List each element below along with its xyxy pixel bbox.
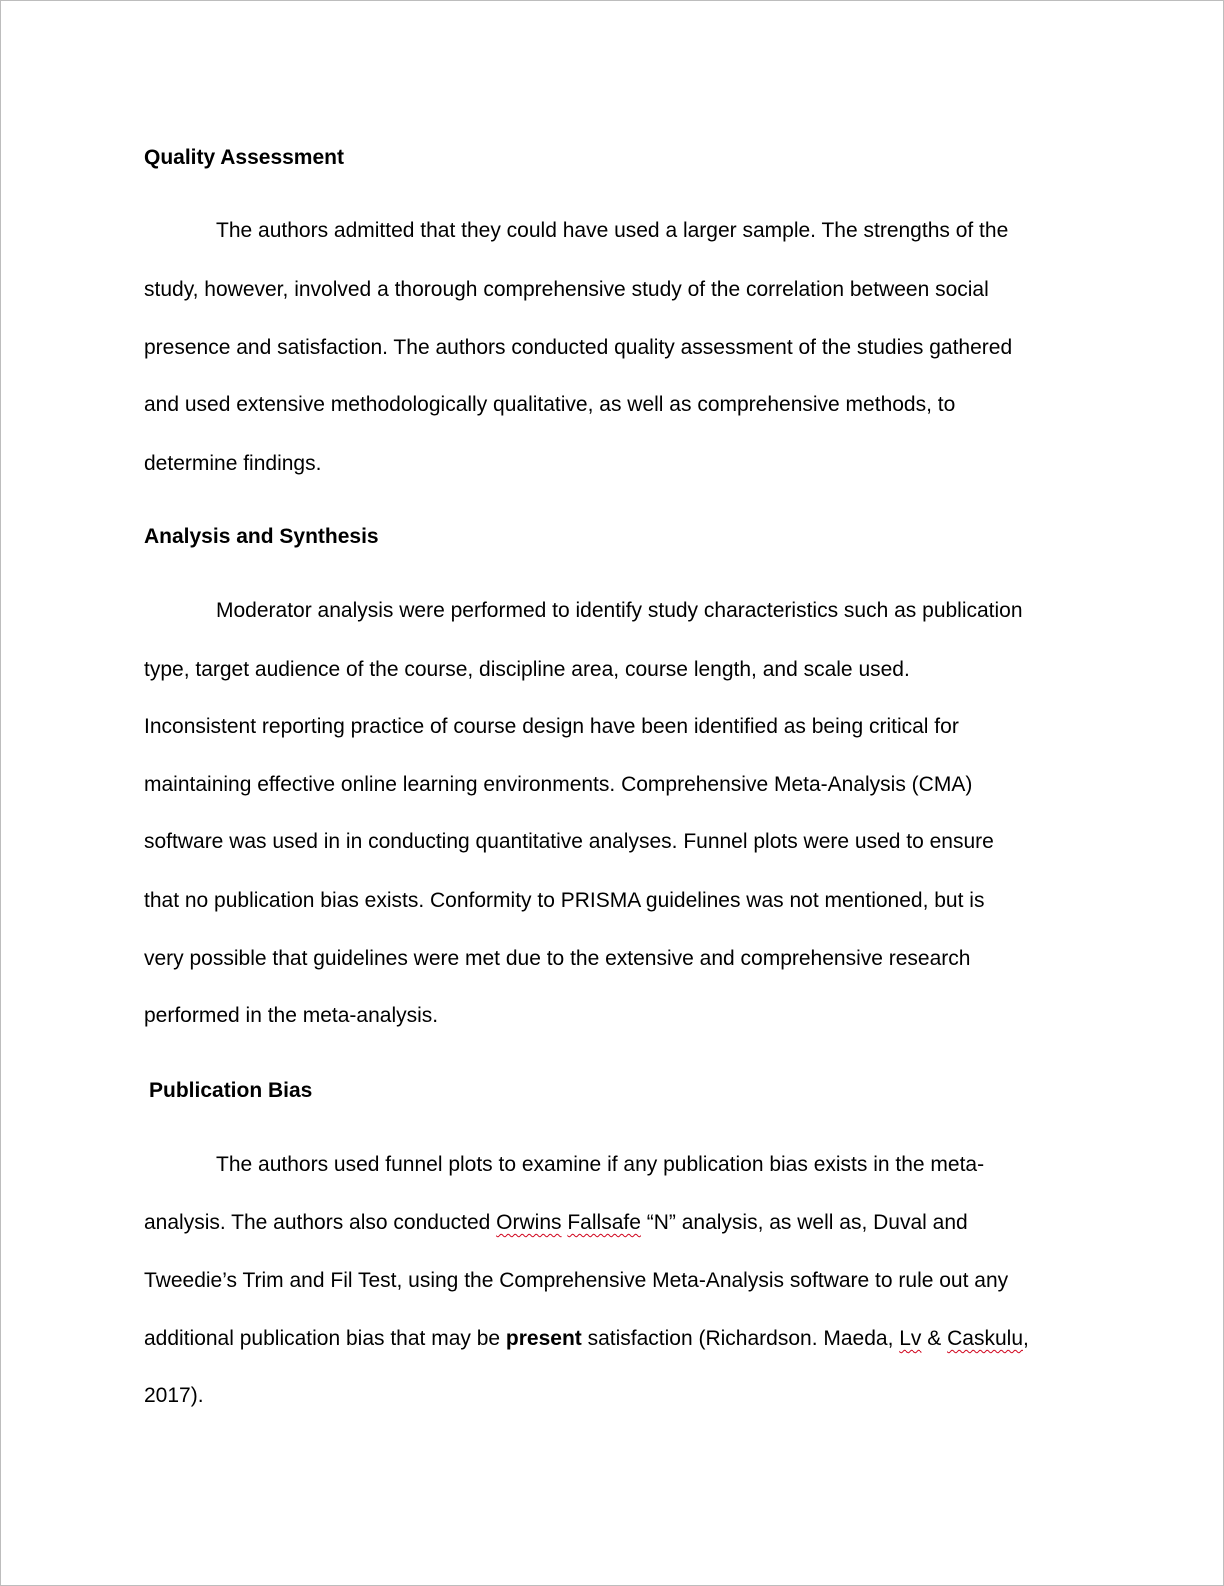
bold-word: present <box>505 1327 582 1350</box>
section-heading-publication-bias: Publication Bias <box>149 1079 313 1102</box>
text-run: additional publication bias that may be <box>144 1327 506 1350</box>
paragraph-line <box>144 1326 1029 1352</box>
text-run: , <box>1023 1327 1029 1350</box>
paragraph-line: determine findings. <box>144 452 322 475</box>
paragraph-line: performed in the meta-analysis. <box>144 1004 439 1027</box>
paragraph-line: The authors admitted that they could have used a larger sample. The strengths of the <box>216 219 1009 242</box>
paragraph-line: maintaining effective online learning environments. Comprehensive Meta-Analysis (CMA) <box>144 773 973 796</box>
section-heading-quality-assessment: Quality Assessment <box>144 146 344 169</box>
text-run: analysis. The authors also conducted <box>144 1211 497 1234</box>
paragraph-line: Inconsistent reporting practice of course design have been identified as being critical for <box>144 715 959 738</box>
paragraph-line: type, target audience of the course, discipline area, course length, and scale used. <box>144 658 910 681</box>
paragraph-line: study, however, involved a thorough comprehensive study of the correlation between social <box>144 278 989 301</box>
misspelled-word[interactable]: Fallsafe <box>567 1211 641 1234</box>
paragraph-line: very possible that guidelines were met due to the extensive and comprehensive research <box>144 947 971 970</box>
text-run: & <box>921 1327 948 1350</box>
paragraph-line: Moderator analysis were performed to identify study characteristics such as publication <box>216 599 1023 622</box>
text-run: “N” analysis, as well as, Duval and <box>640 1211 968 1234</box>
misspelled-word[interactable]: Orwins <box>496 1211 562 1234</box>
section-heading-analysis-synthesis: Analysis and Synthesis <box>144 525 379 548</box>
text-run: satisfaction (Richardson. Maeda, <box>581 1327 900 1350</box>
paragraph-line <box>144 1210 968 1236</box>
paragraph-line: and used extensive methodologically qualitative, as well as comprehensive methods, to <box>144 393 956 416</box>
paragraph-line: Tweedie’s Trim and Fil Test, using the Comprehensive Meta-Analysis software to rule out any <box>144 1269 1009 1292</box>
paragraph-line: that no publication bias exists. Conformity to PRISMA guidelines was not mentioned, but is <box>144 889 985 912</box>
misspelled-word[interactable]: Lv <box>899 1327 922 1350</box>
paragraph-line: The authors used funnel plots to examine if any publication bias exists in the meta- <box>216 1153 985 1176</box>
paragraph-line: presence and satisfaction. The authors conducted quality assessment of the studies gathered <box>144 336 1013 359</box>
paragraph-line: 2017). <box>144 1384 204 1407</box>
misspelled-word[interactable]: Caskulu <box>947 1327 1023 1350</box>
paragraph-line: software was used in in conducting quantitative analyses. Funnel plots were used to ensure <box>144 830 994 853</box>
